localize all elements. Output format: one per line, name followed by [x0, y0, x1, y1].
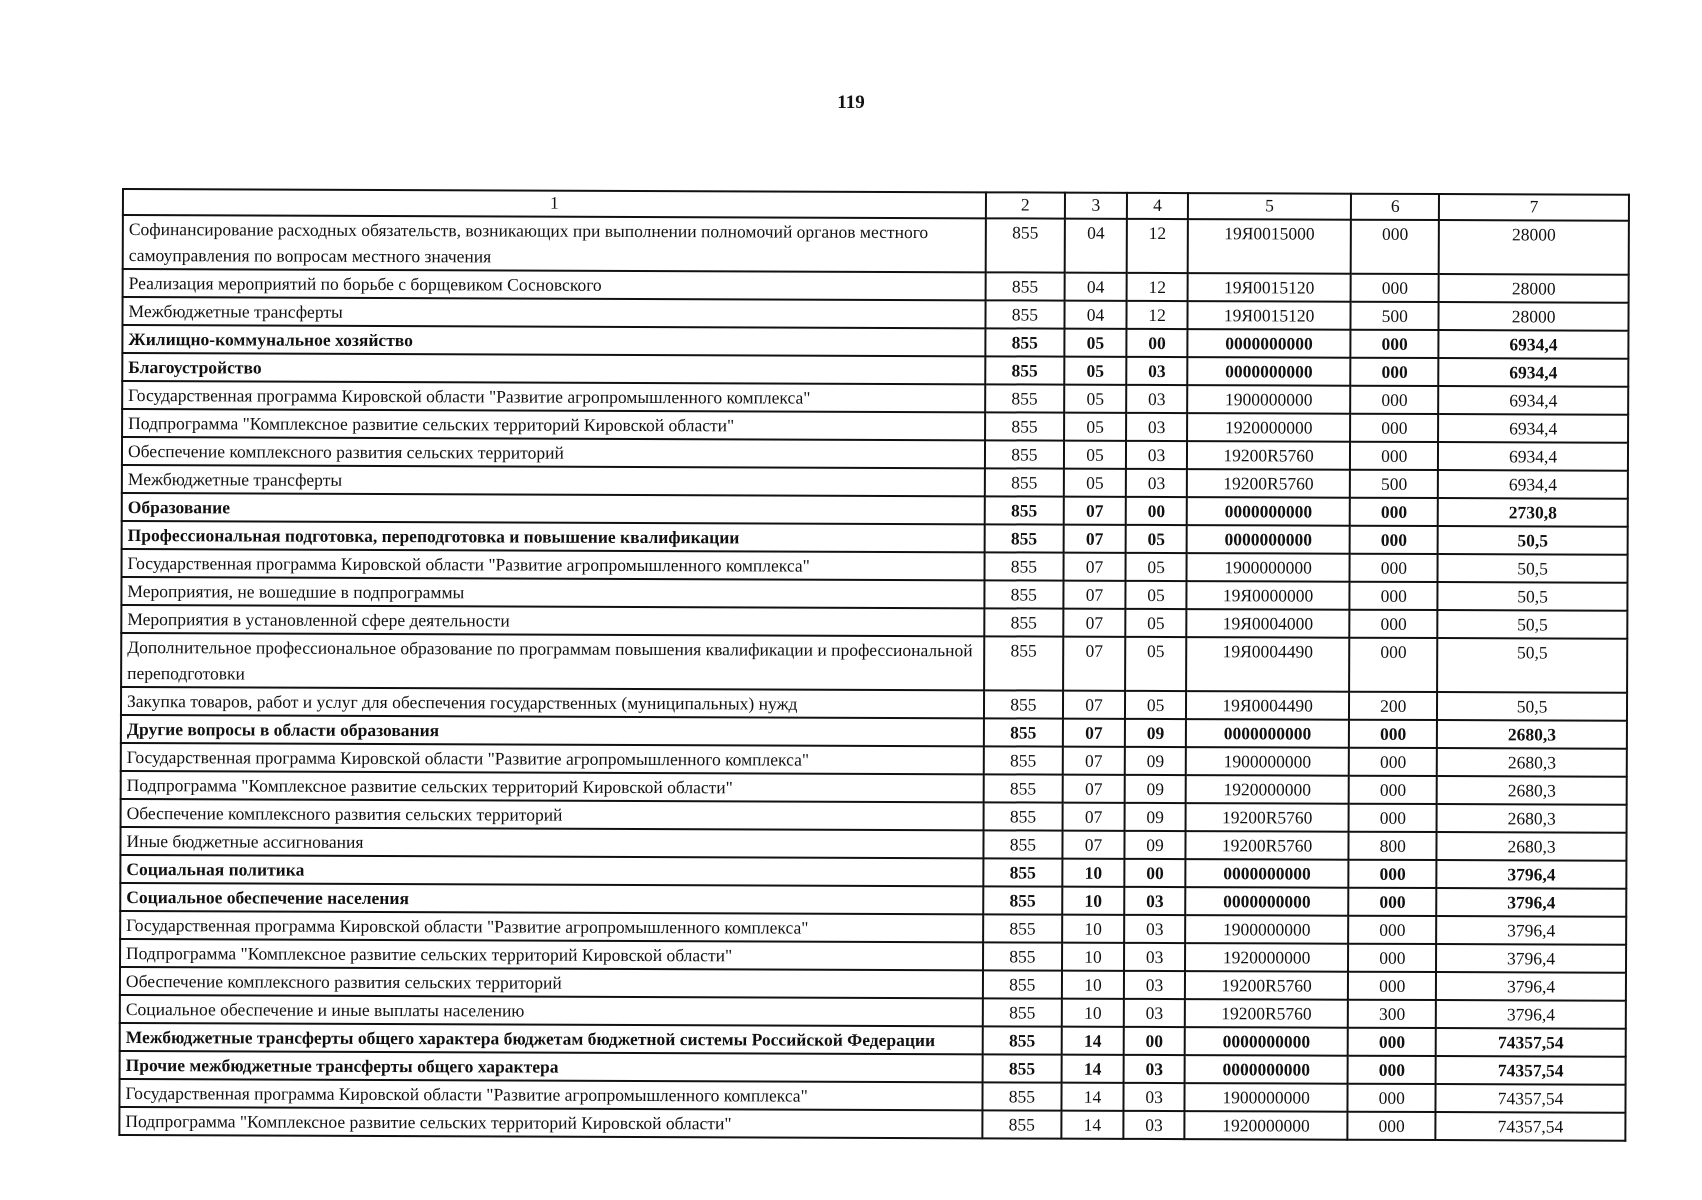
row-code-vr: 000	[1349, 638, 1437, 692]
row-code-rz: 07	[1063, 637, 1126, 691]
row-code-vr: 000	[1351, 358, 1439, 386]
row-name: Государственная программа Кировской области "Развитие агропромышленного комплекса"	[122, 381, 985, 412]
row-code-pr: 03	[1125, 887, 1186, 915]
row-code-rz: 10	[1062, 943, 1125, 971]
row-amount: 3796,4	[1437, 860, 1627, 889]
row-code-vr: 000	[1349, 804, 1437, 832]
row-name: Закупка товаров, работ и услуг для обеспечения государственных (муниципальных) нужд	[121, 687, 984, 718]
row-code-pr: 09	[1125, 775, 1186, 803]
row-code-vr: 500	[1351, 302, 1439, 330]
row-code-rz: 14	[1061, 1111, 1124, 1139]
row-code-rz: 07	[1063, 719, 1126, 747]
row-amount: 6934,4	[1438, 470, 1628, 499]
row-code-csr: 19Я0015120	[1187, 273, 1351, 302]
header-col-5: 5	[1188, 193, 1352, 220]
row-name: Подпрограмма "Комплексное развитие сельских территорий Кировской области"	[119, 1107, 982, 1138]
row-name: Реализация мероприятий по борьбе с борщевиком Сосновского	[123, 269, 986, 300]
row-code-rz: 10	[1062, 971, 1125, 999]
row-code-pr: 03	[1126, 413, 1187, 441]
row-code-rz: 07	[1063, 691, 1126, 719]
row-amount: 28000	[1439, 302, 1629, 331]
row-code-gr: 855	[985, 524, 1064, 552]
row-amount: 2680,3	[1437, 832, 1627, 861]
row-code-rz: 05	[1064, 413, 1127, 441]
row-name: Дополнительное профессиональное образование по программам повышения квалификации и профессиональной переподготовки	[121, 633, 984, 690]
row-code-vr: 000	[1349, 860, 1437, 888]
row-amount: 6934,4	[1439, 330, 1629, 359]
header-col-1: 1	[123, 189, 986, 218]
row-code-csr: 0000000000	[1184, 1055, 1348, 1084]
row-code-rz: 10	[1062, 887, 1125, 915]
table-row	[123, 215, 1629, 275]
row-code-pr: 12	[1127, 219, 1188, 273]
row-name: Государственная программа Кировской области "Развитие агропромышленного комплекса"	[120, 911, 983, 942]
row-amount: 2680,3	[1437, 776, 1627, 805]
header-col-4: 4	[1127, 193, 1188, 219]
row-name: Социальное обеспечение населения	[120, 883, 983, 914]
row-code-vr: 000	[1348, 1112, 1436, 1140]
row-code-vr: 000	[1349, 720, 1437, 748]
row-code-pr: 03	[1126, 469, 1187, 497]
row-code-csr: 19200R5760	[1185, 831, 1349, 860]
row-code-vr: 000	[1351, 220, 1439, 274]
row-name: Софинансирование расходных обязательств, возникающих при выполнении полномочий органов местного самоуправления по вопросам местного значения	[123, 215, 986, 272]
row-code-csr: 19Я0004490	[1186, 637, 1350, 692]
row-amount: 50,5	[1437, 638, 1627, 693]
row-code-pr: 05	[1126, 525, 1187, 553]
row-name: Межбюджетные трансферты	[122, 297, 985, 328]
row-amount: 3796,4	[1436, 944, 1626, 973]
row-amount: 74357,54	[1436, 1056, 1626, 1085]
row-code-csr: 0000000000	[1185, 887, 1349, 916]
row-code-csr: 0000000000	[1187, 497, 1351, 526]
row-code-gr: 855	[983, 858, 1062, 886]
row-code-pr: 03	[1124, 943, 1185, 971]
row-name: Мероприятия, не вошедшие в подпрограммы	[121, 577, 984, 608]
row-code-vr: 000	[1351, 386, 1439, 414]
row-code-vr: 000	[1348, 916, 1436, 944]
row-code-gr: 855	[984, 718, 1063, 746]
row-code-pr: 03	[1127, 357, 1188, 385]
row-amount: 50,5	[1438, 554, 1628, 583]
row-code-csr: 19Я0015120	[1187, 301, 1351, 330]
row-name: Жилищно-коммунальное хозяйство	[122, 325, 985, 356]
row-name: Мероприятия в установленной сфере деятельности	[121, 605, 984, 636]
budget-table	[118, 188, 1630, 1142]
row-code-gr: 855	[985, 300, 1064, 328]
row-code-vr: 000	[1351, 330, 1439, 358]
row-code-pr: 00	[1125, 859, 1186, 887]
row-amount: 28000	[1439, 274, 1629, 303]
row-code-pr: 05	[1126, 553, 1187, 581]
row-code-vr: 000	[1348, 1084, 1436, 1112]
row-code-gr: 855	[984, 608, 1063, 636]
row-code-csr: 1920000000	[1184, 1111, 1348, 1140]
row-name: Государственная программа Кировской области "Развитие агропромышленного комплекса"	[119, 1079, 982, 1110]
row-code-csr: 0000000000	[1187, 329, 1351, 358]
row-code-csr: 1900000000	[1186, 747, 1350, 776]
row-name: Обеспечение комплексного развития сельских территорий	[122, 437, 985, 468]
row-code-rz: 07	[1063, 581, 1126, 609]
row-code-gr: 855	[983, 970, 1062, 998]
row-code-gr: 855	[982, 1110, 1061, 1138]
table-row	[121, 633, 1627, 693]
row-amount: 3796,4	[1436, 972, 1626, 1001]
row-code-gr: 855	[984, 746, 1063, 774]
row-code-pr: 09	[1125, 719, 1186, 747]
row-amount: 6934,4	[1438, 386, 1628, 415]
row-code-gr: 855	[983, 942, 1062, 970]
row-code-rz: 05	[1064, 469, 1127, 497]
row-code-csr: 19Я0004490	[1186, 691, 1350, 720]
row-name: Прочие межбюджетные трансферты общего характера	[120, 1051, 983, 1082]
row-amount: 2680,3	[1437, 748, 1627, 777]
row-code-pr: 12	[1127, 301, 1188, 329]
row-code-pr: 12	[1127, 273, 1188, 301]
row-code-pr: 05	[1126, 609, 1187, 637]
row-code-csr: 19Я0015000	[1188, 219, 1352, 274]
row-code-csr: 0000000000	[1186, 719, 1350, 748]
row-code-vr: 000	[1350, 610, 1438, 638]
row-name: Образование	[122, 493, 985, 524]
row-code-vr: 000	[1349, 888, 1437, 916]
row-amount: 2680,3	[1437, 720, 1627, 749]
row-code-pr: 09	[1125, 831, 1186, 859]
table-row	[119, 1107, 1625, 1141]
row-code-vr: 300	[1348, 1000, 1436, 1028]
row-name: Обеспечение комплексного развития сельских территорий	[120, 967, 983, 998]
row-code-csr: 19200R5760	[1187, 441, 1351, 470]
row-code-vr: 500	[1350, 470, 1438, 498]
row-code-rz: 07	[1062, 803, 1125, 831]
row-code-rz: 07	[1063, 609, 1126, 637]
row-name: Обеспечение комплексного развития сельских территорий	[121, 799, 984, 830]
row-code-vr: 000	[1350, 498, 1438, 526]
row-name: Благоустройство	[122, 353, 985, 384]
row-name: Другие вопросы в области образования	[121, 715, 984, 746]
row-code-vr: 000	[1349, 748, 1437, 776]
row-code-rz: 07	[1063, 525, 1126, 553]
row-code-rz: 04	[1064, 301, 1127, 329]
row-name: Государственная программа Кировской области "Развитие агропромышленного комплекса"	[121, 743, 984, 774]
row-code-csr: 1920000000	[1187, 413, 1351, 442]
row-code-rz: 14	[1061, 1083, 1124, 1111]
row-code-rz: 04	[1064, 273, 1127, 301]
row-code-gr: 855	[985, 468, 1064, 496]
row-code-vr: 000	[1351, 274, 1439, 302]
row-code-csr: 0000000000	[1185, 1027, 1349, 1056]
row-code-gr: 855	[985, 384, 1064, 412]
row-code-csr: 1900000000	[1187, 385, 1351, 414]
row-code-pr: 03	[1124, 1083, 1185, 1111]
row-name: Межбюджетные трансферты	[122, 465, 985, 496]
row-code-rz: 07	[1062, 831, 1125, 859]
row-code-rz: 10	[1062, 859, 1125, 887]
row-code-vr: 000	[1348, 972, 1436, 1000]
table-body	[119, 215, 1629, 1141]
row-code-csr: 1920000000	[1185, 943, 1349, 972]
row-code-pr: 00	[1126, 497, 1187, 525]
row-amount: 3796,4	[1436, 888, 1626, 917]
row-code-vr: 000	[1348, 1056, 1436, 1084]
row-code-pr: 09	[1125, 747, 1186, 775]
row-name: Социальное обеспечение и иные выплаты населению	[120, 995, 983, 1026]
row-code-csr: 1900000000	[1185, 915, 1349, 944]
row-code-rz: 10	[1062, 999, 1125, 1027]
row-name: Межбюджетные трансферты общего характера бюджетам бюджетной системы Российской Федерации	[120, 1023, 983, 1054]
row-code-pr: 00	[1124, 1027, 1185, 1055]
row-code-rz: 07	[1062, 775, 1125, 803]
row-code-gr: 855	[985, 440, 1064, 468]
row-code-pr: 03	[1126, 441, 1187, 469]
header-col-6: 6	[1351, 194, 1439, 220]
budget-table-container	[118, 188, 1630, 1142]
row-code-gr: 855	[983, 1026, 1062, 1054]
row-code-pr: 03	[1124, 1111, 1185, 1139]
row-code-pr: 03	[1126, 385, 1187, 413]
row-code-gr: 855	[985, 328, 1064, 356]
row-code-rz: 05	[1064, 441, 1127, 469]
row-code-gr: 855	[984, 580, 1063, 608]
row-code-csr: 1900000000	[1186, 553, 1350, 582]
row-code-gr: 855	[984, 774, 1063, 802]
row-code-rz: 04	[1064, 219, 1127, 273]
row-code-gr: 855	[983, 1054, 1062, 1082]
row-code-pr: 03	[1124, 999, 1185, 1027]
row-amount: 50,5	[1438, 526, 1628, 555]
row-code-vr: 200	[1349, 692, 1437, 720]
row-amount: 3796,4	[1436, 1000, 1626, 1029]
row-code-csr: 19Я0000000	[1186, 581, 1350, 610]
row-code-csr: 19200R5760	[1187, 469, 1351, 498]
row-code-vr: 800	[1349, 832, 1437, 860]
row-code-gr: 855	[983, 998, 1062, 1026]
row-code-csr: 19200R5760	[1185, 803, 1349, 832]
row-code-rz: 14	[1061, 1027, 1124, 1055]
row-amount: 74357,54	[1436, 1028, 1626, 1057]
header-col-3: 3	[1065, 193, 1128, 219]
row-code-pr: 03	[1124, 915, 1185, 943]
header-col-7: 7	[1439, 194, 1629, 221]
row-code-csr: 0000000000	[1187, 357, 1351, 386]
row-code-gr: 855	[983, 914, 1062, 942]
row-code-pr: 03	[1124, 1055, 1185, 1083]
row-code-vr: 000	[1348, 944, 1436, 972]
row-code-vr: 000	[1350, 526, 1438, 554]
row-amount: 6934,4	[1438, 442, 1628, 471]
row-code-vr: 000	[1350, 414, 1438, 442]
row-code-pr: 05	[1125, 637, 1186, 691]
row-amount: 6934,4	[1438, 414, 1628, 443]
row-name: Иные бюджетные ассигнования	[120, 827, 983, 858]
row-code-rz: 07	[1062, 747, 1125, 775]
row-code-csr: 19Я0004000	[1186, 609, 1350, 638]
row-code-gr: 855	[985, 412, 1064, 440]
row-code-vr: 000	[1348, 1028, 1436, 1056]
row-code-gr: 855	[986, 218, 1065, 272]
row-name: Государственная программа Кировской области "Развитие агропромышленного комплекса"	[122, 549, 985, 580]
header-col-2: 2	[986, 192, 1065, 218]
row-code-pr: 05	[1125, 691, 1186, 719]
row-code-rz: 07	[1063, 553, 1126, 581]
row-code-gr: 855	[986, 272, 1065, 300]
row-code-gr: 855	[984, 802, 1063, 830]
row-code-pr: 05	[1126, 581, 1187, 609]
row-amount: 6934,4	[1438, 358, 1628, 387]
row-code-csr: 0000000000	[1186, 525, 1350, 554]
row-code-csr: 1900000000	[1184, 1083, 1348, 1112]
row-code-pr: 00	[1127, 329, 1188, 357]
row-code-gr: 855	[985, 496, 1064, 524]
row-amount: 2730,8	[1438, 498, 1628, 527]
row-name: Подпрограмма "Комплексное развитие сельских территорий Кировской области"	[120, 939, 983, 970]
row-name: Подпрограмма "Комплексное развитие сельских территорий Кировской области"	[121, 771, 984, 802]
row-code-csr: 19200R5760	[1185, 971, 1349, 1000]
row-amount: 74357,54	[1436, 1084, 1626, 1113]
row-code-vr: 000	[1350, 442, 1438, 470]
row-amount: 2680,3	[1437, 804, 1627, 833]
row-code-gr: 855	[982, 1082, 1061, 1110]
row-code-rz: 10	[1062, 915, 1125, 943]
row-code-vr: 000	[1350, 582, 1438, 610]
row-amount: 3796,4	[1436, 916, 1626, 945]
row-code-gr: 855	[983, 886, 1062, 914]
page-number: 119	[837, 92, 865, 113]
row-amount: 74357,54	[1436, 1112, 1626, 1141]
row-name: Подпрограмма "Комплексное развитие сельских территорий Кировской области"	[122, 409, 985, 440]
row-code-csr: 0000000000	[1185, 859, 1349, 888]
row-code-vr: 000	[1349, 776, 1437, 804]
row-code-rz: 05	[1064, 385, 1127, 413]
row-code-gr: 855	[984, 636, 1063, 690]
row-code-rz: 14	[1061, 1055, 1124, 1083]
row-amount: 50,5	[1438, 582, 1628, 611]
row-amount: 28000	[1439, 220, 1629, 275]
row-code-gr: 855	[985, 552, 1064, 580]
row-name: Социальная политика	[120, 855, 983, 886]
row-code-gr: 855	[983, 830, 1062, 858]
row-code-csr: 19200R5760	[1185, 999, 1349, 1028]
row-code-gr: 855	[985, 356, 1064, 384]
row-code-vr: 000	[1350, 554, 1438, 582]
row-code-csr: 1920000000	[1186, 775, 1350, 804]
row-code-rz: 05	[1064, 329, 1127, 357]
row-code-rz: 05	[1064, 357, 1127, 385]
row-code-pr: 03	[1124, 971, 1185, 999]
row-code-rz: 07	[1063, 497, 1126, 525]
row-code-pr: 09	[1125, 803, 1186, 831]
row-code-gr: 855	[984, 690, 1063, 718]
row-name: Профессиональная подготовка, переподготовка и повышение квалификации	[122, 521, 985, 552]
row-amount: 50,5	[1437, 692, 1627, 721]
row-amount: 50,5	[1437, 610, 1627, 639]
